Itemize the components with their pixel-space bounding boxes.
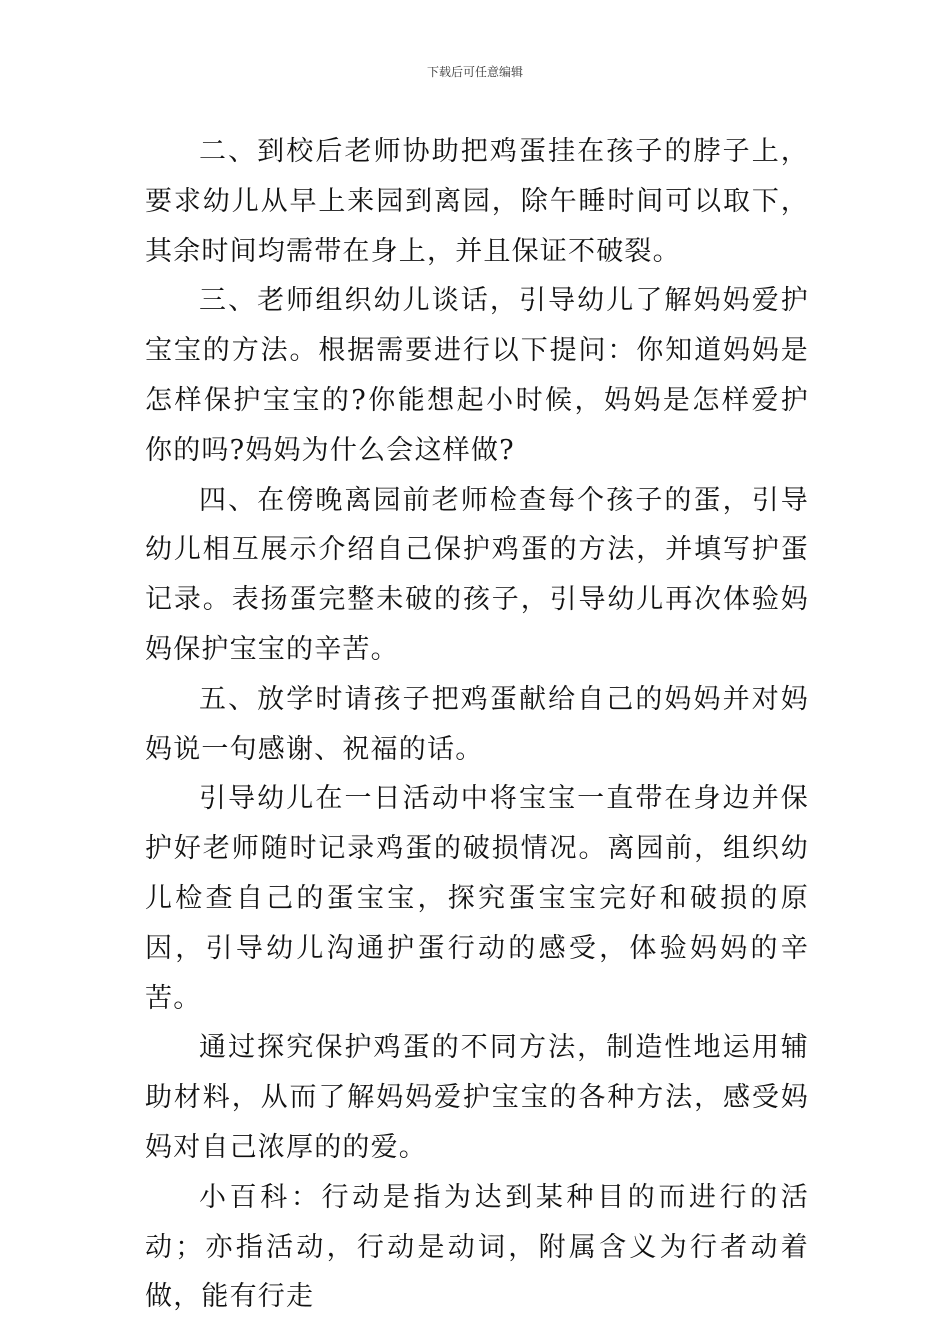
paragraph-step-2: 二、到校后老师协助把鸡蛋挂在孩子的脖子上，要求幼儿从早上来园到离园，除午睡时间可以取下，其余时间均需带在身上，并且保证不破裂。	[145, 136, 809, 267]
page-header: 下载后可任意编辑	[426, 65, 523, 79]
paragraph-step-4: 四、在傍晚离园前老师检查每个孩子的蛋，引导幼儿相互展示介绍自己保护鸡蛋的方法，并填写护蛋记录。表扬蛋完整未破的孩子，引导幼儿再次体验妈妈保护宝宝的辛苦。	[145, 484, 809, 665]
paragraph-encyclopedia: 小百科：行动是指为达到某种目的而进行的活动；亦指活动，行动是动词，附属含义为行者动着做，能有行走	[145, 1181, 809, 1313]
paragraph-step-3: 三、老师组织幼儿谈话，引导幼儿了解妈妈爱护宝宝的方法。根据需要进行以下提问：你知道妈妈是怎样保护宝宝的?你能想起小时候，妈妈是怎样爱护你的吗?妈妈为什么会这样做?	[145, 285, 809, 466]
paragraph-step-5: 五、放学时请孩子把鸡蛋献给自己的妈妈并对妈妈说一句感谢、祝福的话。	[145, 683, 809, 765]
paragraph-exploration: 通过探究保护鸡蛋的不同方法，制造性地运用辅助材料，从而了解妈妈爱护宝宝的各种方法，感受妈妈对自己浓厚的的爱。	[145, 1032, 809, 1163]
document-body	[145, 127, 809, 1322]
paragraph-guidance: 引导幼儿在一日活动中将宝宝一直带在身边并保护好老师随时记录鸡蛋的破损情况。离园前，组织幼儿检查自己的蛋宝宝，探究蛋宝宝完好和破损的原因，引导幼儿沟通护蛋行动的感受，体验妈妈的辛苦。	[145, 783, 809, 1014]
